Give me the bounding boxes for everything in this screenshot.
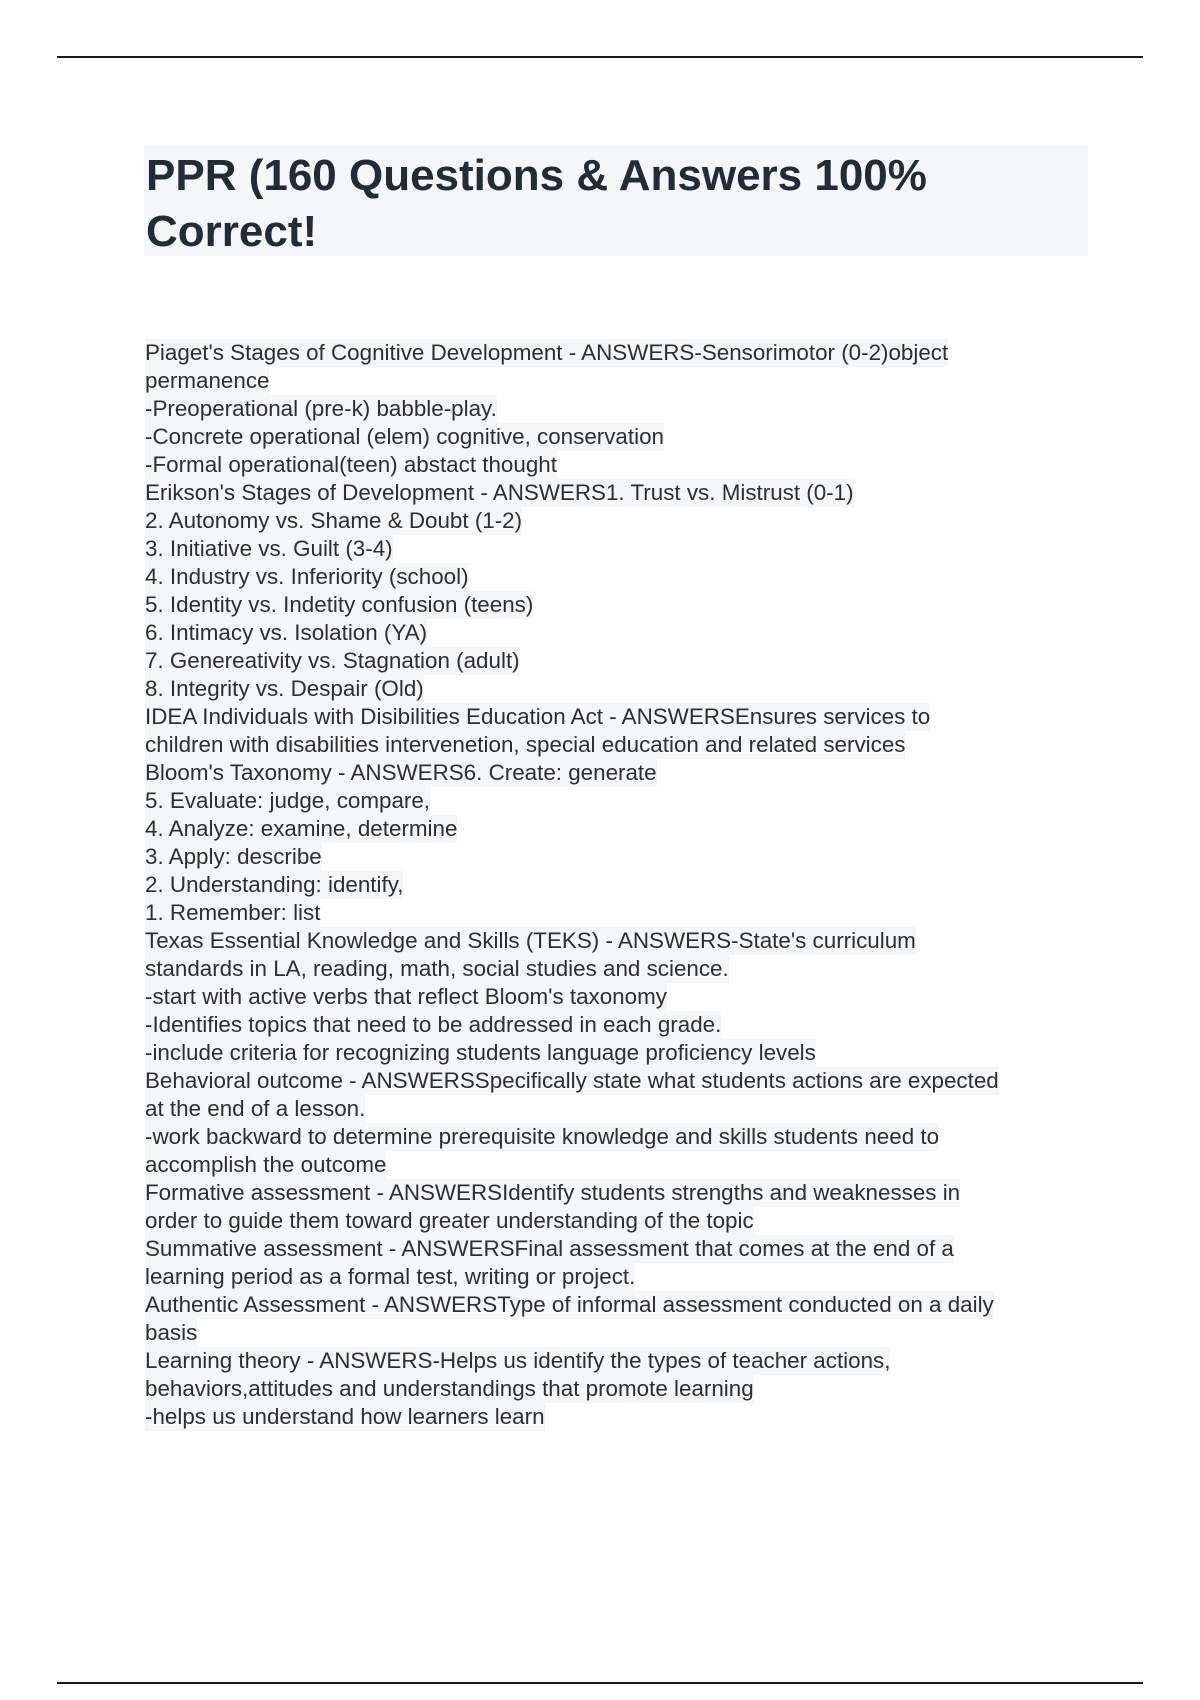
text-line: basis (145, 1320, 198, 1345)
text-line: -start with active verbs that reflect Bloom's taxonomy (145, 984, 667, 1009)
text-line: 6. Intimacy vs. Isolation (YA) (145, 620, 428, 645)
text-line: children with disabilities intervenetion, special education and related services (145, 732, 906, 757)
text-line: order to guide them toward greater understanding of the topic (145, 1208, 754, 1233)
text-line: -Formal operational(teen) abstact thought (145, 452, 557, 477)
text-line: 1. Remember: list (145, 900, 321, 925)
text-line: 3. Initiative vs. Guilt (3-4) (145, 536, 393, 561)
text-line: 2. Autonomy vs. Shame & Doubt (1-2) (145, 508, 523, 533)
text-line: Summative assessment - ANSWERSFinal assessment that comes at the end of a (145, 1236, 954, 1261)
text-line: 3. Apply: describe (145, 844, 322, 869)
text-line: permanence (145, 368, 270, 393)
text-line: 2. Understanding: identify, (145, 872, 404, 897)
document-body (145, 339, 1085, 1431)
text-line: Learning theory - ANSWERS-Helps us identify the types of teacher actions, (145, 1348, 891, 1373)
text-line: Erikson's Stages of Development - ANSWERS1. Trust vs. Mistrust (0-1) (145, 480, 854, 505)
text-line: learning period as a formal test, writing or project. (145, 1264, 636, 1289)
text-line: 5. Identity vs. Indetity confusion (teens) (145, 592, 534, 617)
text-line: IDEA Individuals with Disibilities Education Act - ANSWERSEnsures services to (145, 704, 931, 729)
text-line: -Identifies topics that need to be addressed in each grade. (145, 1012, 722, 1037)
text-line: standards in LA, reading, math, social studies and science. (145, 956, 729, 981)
page-title (146, 148, 1046, 260)
text-line: behaviors,attitudes and understandings that promote learning (145, 1376, 754, 1401)
text-line: accomplish the outcome (145, 1152, 387, 1177)
text-line: -work backward to determine prerequisite knowledge and skills students need to (145, 1124, 940, 1149)
header-rule (57, 56, 1143, 58)
text-line: Behavioral outcome - ANSWERSSpecifically state what students actions are expected (145, 1068, 999, 1093)
text-line: 5. Evaluate: judge, compare, (145, 788, 431, 813)
text-line: Texas Essential Knowledge and Skills (TEKS) - ANSWERS-State's curriculum (145, 928, 916, 953)
page-title-line-1: PPR (160 Questions & Answers 100% (146, 151, 927, 200)
text-line: 4. Industry vs. Inferiority (school) (145, 564, 469, 589)
text-line: -Preoperational (pre-k) babble-play. (145, 396, 497, 421)
text-line: -helps us understand how learners learn (145, 1404, 545, 1429)
text-line: Bloom's Taxonomy - ANSWERS6. Create: generate (145, 760, 657, 785)
text-line: 8. Integrity vs. Despair (Old) (145, 676, 424, 701)
text-line: at the end of a lesson. (145, 1096, 366, 1121)
text-line: Formative assessment - ANSWERSIdentify students strengths and weaknesses in (145, 1180, 961, 1205)
text-line: -Concrete operational (elem) cognitive, conservation (145, 424, 664, 449)
text-line: 7. Genereativity vs. Stagnation (adult) (145, 648, 520, 673)
text-line: 4. Analyze: examine, determine (145, 816, 458, 841)
footer-rule (57, 1682, 1143, 1684)
text-line: -include criteria for recognizing students language proficiency levels (145, 1040, 816, 1065)
text-line: Piaget's Stages of Cognitive Development - ANSWERS-Sensorimotor (0-2)object (145, 340, 949, 365)
page-title-line-2: Correct! (146, 207, 318, 256)
text-line: Authentic Assessment - ANSWERSType of informal assessment conducted on a daily (145, 1292, 994, 1317)
